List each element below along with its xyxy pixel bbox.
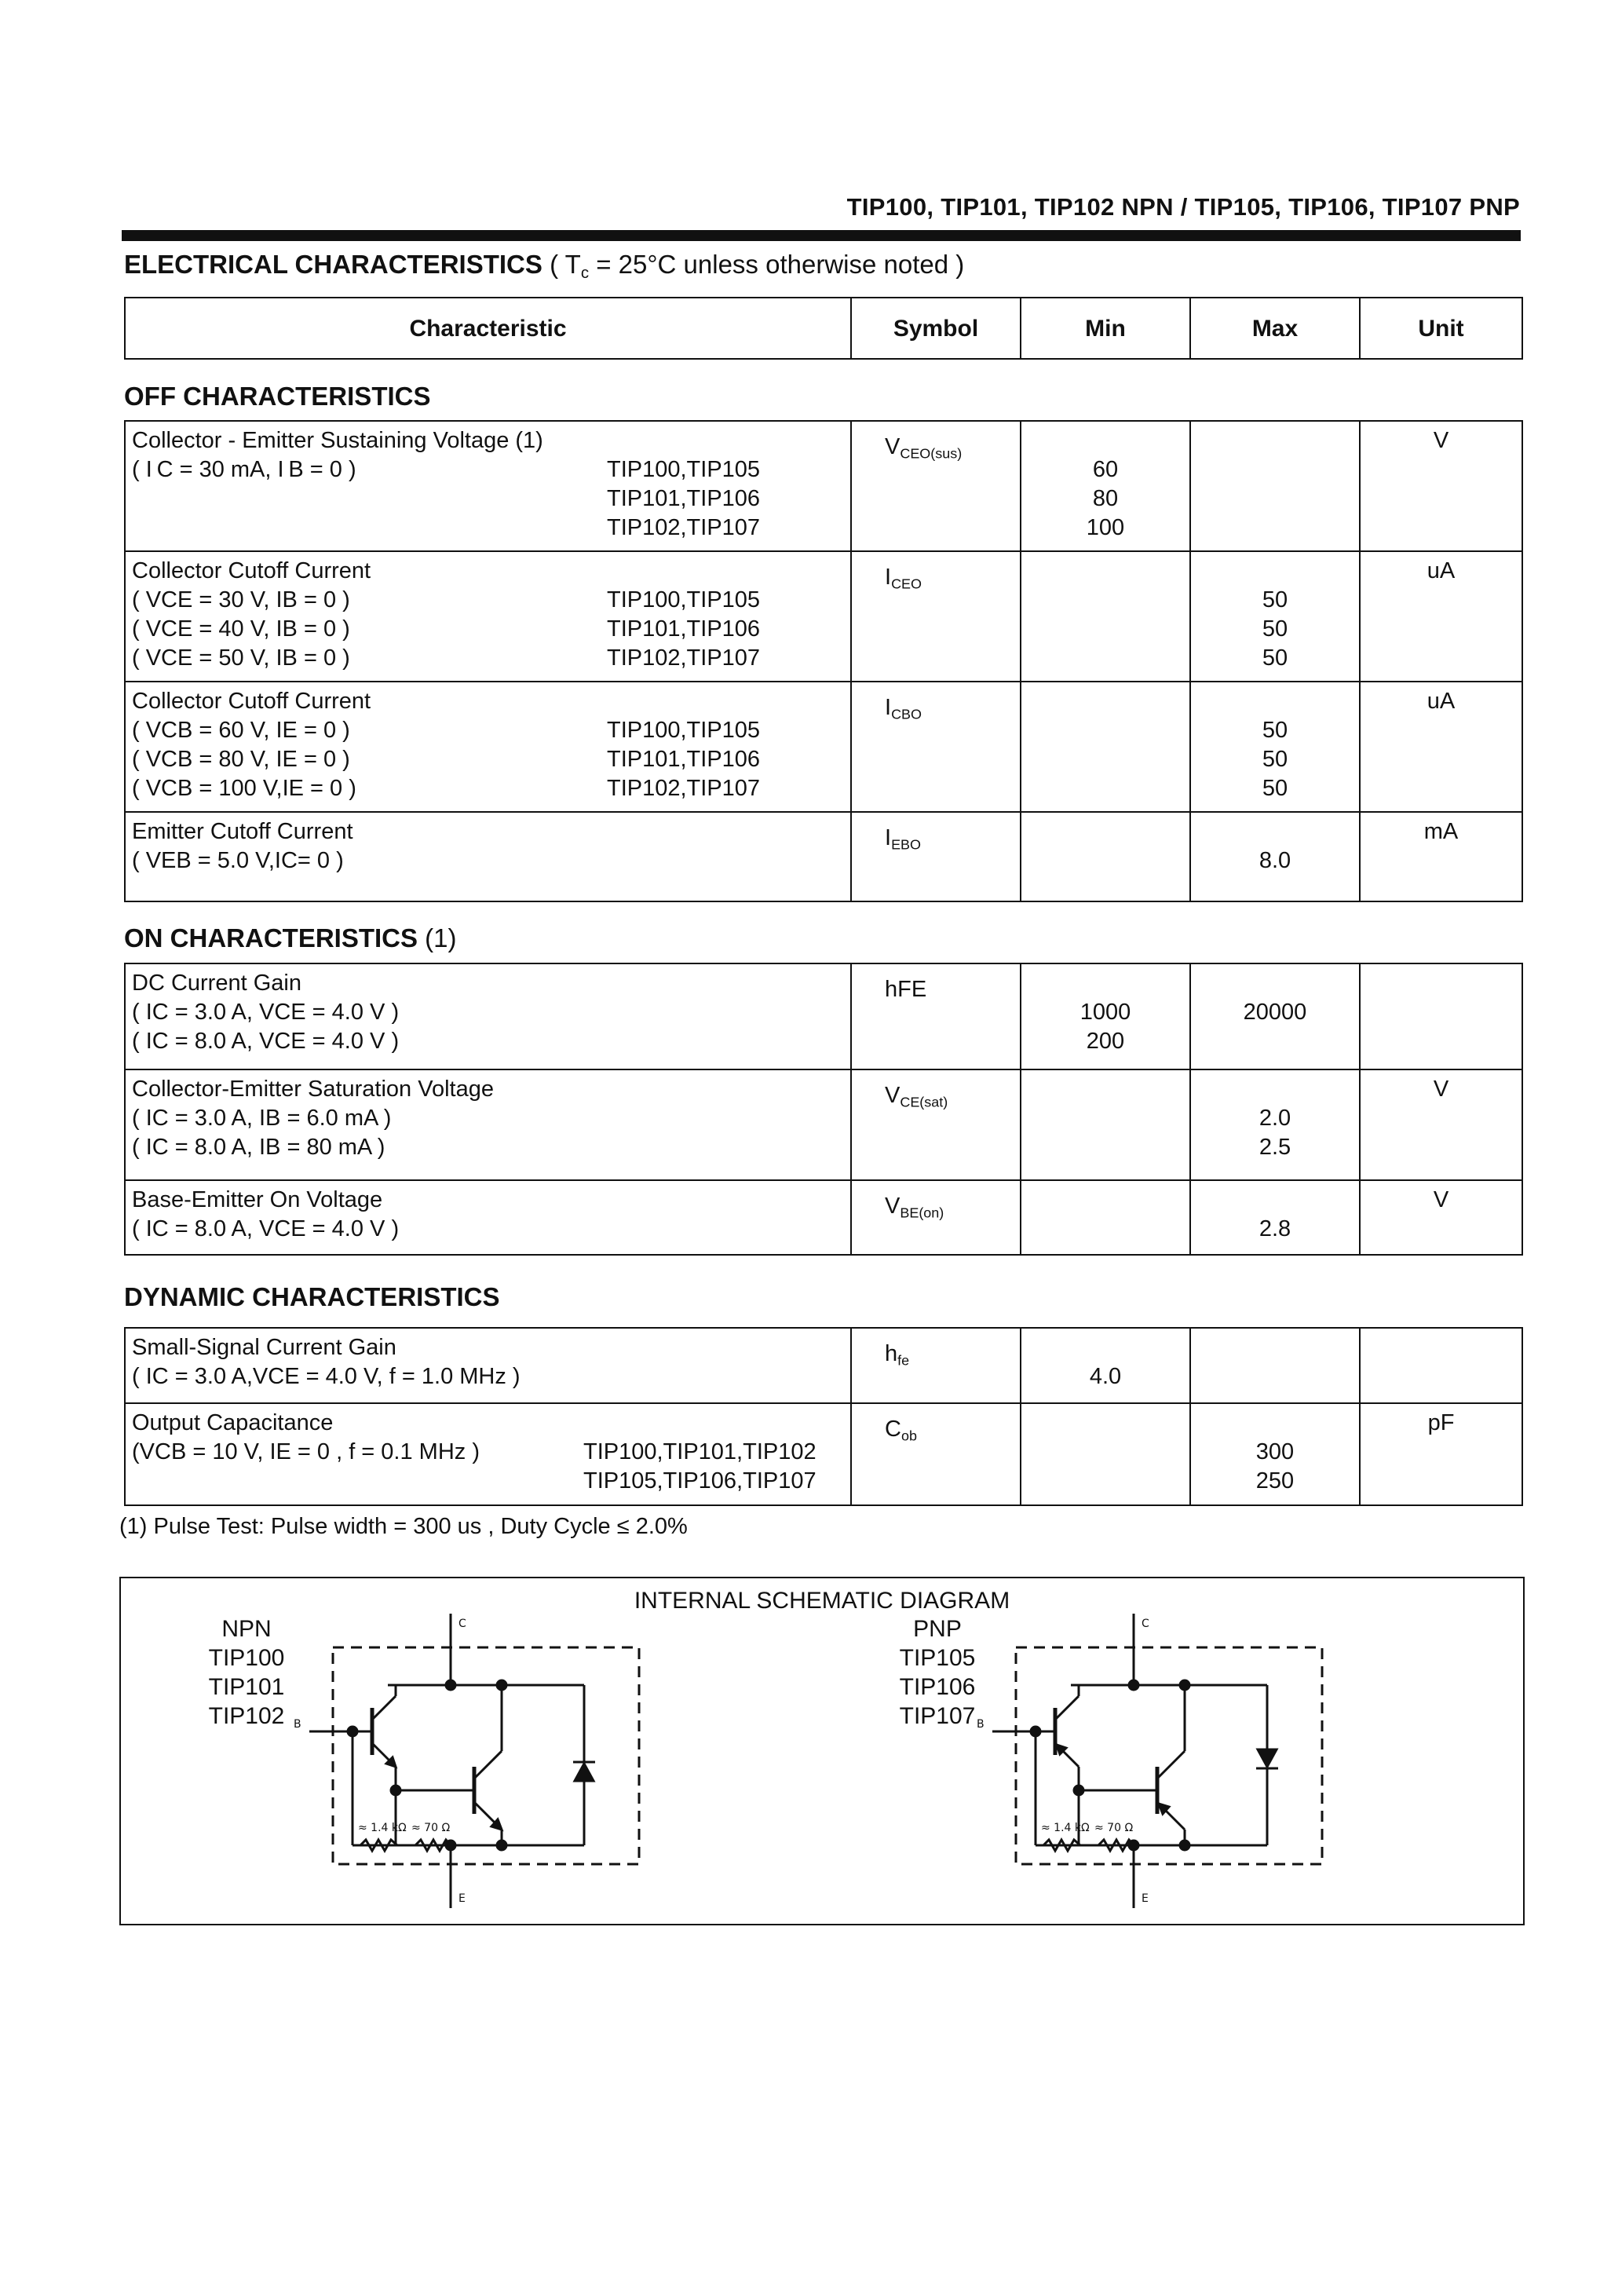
device-label: TIP100,TIP105 bbox=[607, 587, 761, 612]
iceo-cond: ( VCE = 50 V, IB = 0 ) bbox=[132, 645, 350, 671]
cob-unit: pF bbox=[1360, 1403, 1522, 1505]
hfe-name: DC Current Gain bbox=[132, 971, 301, 996]
col-symbol: Symbol bbox=[851, 298, 1021, 359]
device-label: TIP102,TIP107 bbox=[607, 776, 761, 801]
table-row bbox=[125, 1069, 1522, 1180]
iceo-cond: ( VCE = 40 V, IB = 0 ) bbox=[132, 616, 350, 642]
icbo-max: 50 bbox=[1262, 747, 1288, 772]
iceo-cond: ( VCE = 30 V, IB = 0 ) bbox=[132, 587, 350, 612]
vcesat-unit: V bbox=[1360, 1069, 1522, 1180]
icbo-cond: ( VCB = 60 V, IE = 0 ) bbox=[132, 718, 350, 743]
device-label: TIP102,TIP107 bbox=[607, 515, 761, 540]
icbo-symbol: $I_{CBO}$ bbox=[851, 682, 1021, 812]
iceo-max: 50 bbox=[1262, 616, 1288, 642]
iebo-symbol: $I_{EBO}$ bbox=[851, 812, 1021, 901]
icbo-cond: ( VCB = 80 V, IE = 0 ) bbox=[132, 747, 350, 772]
vcesat-symbol: $V_{CE(sat)}$ bbox=[851, 1069, 1021, 1180]
hfe-min: 1000 bbox=[1080, 1000, 1131, 1025]
vceo-min: 80 bbox=[1092, 486, 1119, 511]
npn-label: TIP102 bbox=[208, 1703, 285, 1729]
col-characteristic: Characteristic bbox=[125, 298, 851, 359]
iceo-max: 50 bbox=[1262, 587, 1288, 612]
hfe-small-cond: ( IC = 3.0 A,VCE = 4.0 V, f = 1.0 MHz ) bbox=[132, 1364, 521, 1389]
hfe-small-symbol: $h_{fe}$ bbox=[851, 1328, 1021, 1403]
device-label: TIP102,TIP107 bbox=[607, 645, 761, 671]
t2-collector bbox=[1157, 1751, 1185, 1779]
vcesat-cond: ( IC = 8.0 A, IB = 80 mA ) bbox=[132, 1135, 385, 1160]
icbo-name: Collector Cutoff Current bbox=[132, 689, 371, 714]
pnp-label: PNP bbox=[913, 1616, 962, 1642]
dynamic-characteristics-table bbox=[124, 1327, 1523, 1506]
vbeon-max: 2.8 bbox=[1259, 1216, 1291, 1241]
junction-dot bbox=[1180, 1680, 1189, 1690]
hfe-min: 200 bbox=[1086, 1029, 1125, 1054]
pnp-label: TIP107 bbox=[899, 1703, 976, 1729]
vcesat-cond: ( IC = 3.0 A, IB = 6.0 mA ) bbox=[132, 1106, 392, 1131]
junction-dot bbox=[446, 1680, 455, 1690]
off-characteristics-table bbox=[124, 420, 1523, 902]
vceo-min: 100 bbox=[1086, 515, 1125, 540]
pin-c-label: C bbox=[458, 1618, 466, 1630]
col-max: Max bbox=[1190, 298, 1360, 359]
schematic-title: INTERNAL SCHEMATIC DIAGRAM bbox=[634, 1588, 1010, 1614]
r2-label: ≈ 70 Ω bbox=[411, 1822, 451, 1834]
npn-label: TIP101 bbox=[208, 1674, 285, 1700]
pin-e-label: E bbox=[458, 1892, 466, 1905]
table-row bbox=[125, 421, 1522, 551]
vbeon-cond: ( IC = 8.0 A, VCE = 4.0 V ) bbox=[132, 1216, 400, 1241]
pin-e-label: E bbox=[1142, 1892, 1149, 1905]
junction-dot bbox=[348, 1727, 357, 1736]
diode-icon bbox=[575, 1764, 594, 1781]
t2-collector bbox=[474, 1751, 502, 1779]
iebo-name: Emitter Cutoff Current bbox=[132, 819, 353, 844]
hfe-small-min: 4.0 bbox=[1089, 1364, 1122, 1389]
cob-name: Output Capacitance bbox=[132, 1410, 334, 1435]
vcesat-name: Collector-Emitter Saturation Voltage bbox=[132, 1077, 494, 1102]
junction-dot bbox=[1180, 1841, 1189, 1850]
device-label: TIP100,TIP105 bbox=[607, 718, 761, 743]
table-row bbox=[125, 551, 1522, 682]
junction-dot bbox=[1129, 1841, 1138, 1850]
vbeon-name: Base-Emitter On Voltage bbox=[132, 1187, 383, 1212]
cob-symbol: $C_{ob}$ bbox=[851, 1403, 1021, 1505]
vceo-cond: ( I C = 30 mA, I B = 0 ) bbox=[132, 457, 356, 482]
r1-label: ≈ 1.4 kΩ bbox=[1041, 1822, 1090, 1834]
junction-dot bbox=[497, 1841, 506, 1850]
icbo-cond: ( VCB = 100 V,IE = 0 ) bbox=[132, 776, 356, 801]
pin-b-label: B bbox=[294, 1718, 301, 1731]
device-label: TIP101,TIP106 bbox=[607, 616, 761, 642]
pnp-schematic bbox=[969, 1610, 1330, 1916]
junction-dot bbox=[1074, 1786, 1083, 1795]
hfe-cond: ( IC = 3.0 A, VCE = 4.0 V ) bbox=[132, 1000, 400, 1025]
junction-dot bbox=[1031, 1727, 1040, 1736]
iebo-max: 8.0 bbox=[1259, 848, 1291, 873]
iebo-cond: ( VEB = 5.0 V,IC= 0 ) bbox=[132, 848, 344, 873]
vbeon-symbol: $V_{BE(on)}$ bbox=[851, 1180, 1021, 1255]
device-label: TIP101,TIP106 bbox=[607, 486, 761, 511]
table-row bbox=[125, 1328, 1522, 1403]
vceo-unit: V bbox=[1360, 421, 1522, 551]
hfe-symbol: hFE bbox=[851, 963, 1021, 1069]
electrical-characteristics-title: ELECTRICAL CHARACTERISTICS ( $T_c = 25^\circ C$ unless otherwise noted ) bbox=[124, 250, 965, 283]
vbeon-unit: V bbox=[1360, 1180, 1522, 1255]
section-on-title: ON CHARACTERISTICS (1) bbox=[124, 923, 457, 952]
section-off-title: OFF CHARACTERISTICS bbox=[124, 382, 431, 411]
table-row bbox=[125, 1403, 1522, 1505]
vcesat-max: 2.0 bbox=[1259, 1106, 1291, 1131]
cob-max: 250 bbox=[1255, 1468, 1295, 1493]
vceo-symbol: $V_{CEO(sus)}$ bbox=[851, 421, 1021, 551]
footnote: (1) Pulse Test: Pulse width = 300 us , Duty Cycle ≤ 2.0% bbox=[119, 1514, 688, 1539]
npn-schematic bbox=[286, 1610, 647, 1916]
table-row bbox=[125, 812, 1522, 901]
diode-icon bbox=[1258, 1749, 1277, 1767]
device-label: TIP100,TIP101,TIP102 bbox=[583, 1439, 816, 1464]
icbo-max: 50 bbox=[1262, 776, 1288, 801]
vceo-name: Collector - Emitter Sustaining Voltage (1) bbox=[132, 428, 543, 453]
junction-dot bbox=[1129, 1680, 1138, 1690]
col-unit: Unit bbox=[1360, 298, 1522, 359]
iceo-name: Collector Cutoff Current bbox=[132, 558, 371, 583]
junction-dot bbox=[446, 1841, 455, 1850]
t1-collector bbox=[1055, 1696, 1079, 1720]
device-label: TIP100,TIP105 bbox=[607, 457, 761, 482]
pnp-label: TIP105 bbox=[899, 1645, 976, 1671]
vceo-min: 60 bbox=[1092, 457, 1119, 482]
iceo-symbol: $I_{CEO}$ bbox=[851, 551, 1021, 682]
r2-label: ≈ 70 Ω bbox=[1094, 1822, 1134, 1834]
pin-c-label: C bbox=[1142, 1618, 1149, 1630]
iceo-unit: uA bbox=[1360, 551, 1522, 682]
header-rule bbox=[122, 230, 1521, 241]
device-label: TIP105,TIP106,TIP107 bbox=[583, 1468, 816, 1493]
t1-collector bbox=[372, 1696, 396, 1720]
pnp-label: TIP106 bbox=[899, 1674, 976, 1700]
col-min: Min bbox=[1021, 298, 1190, 359]
hfe-max: 20000 bbox=[1243, 1000, 1307, 1025]
column-header-table bbox=[124, 297, 1523, 360]
npn-label: TIP100 bbox=[208, 1645, 285, 1671]
r1-label: ≈ 1.4 kΩ bbox=[358, 1822, 407, 1834]
icbo-unit: uA bbox=[1360, 682, 1522, 812]
cob-cond: (VCB = 10 V, IE = 0 , f = 0.1 MHz ) bbox=[132, 1439, 480, 1464]
cob-max: 300 bbox=[1255, 1439, 1295, 1464]
table-row bbox=[125, 682, 1522, 812]
section-dynamic-title: DYNAMIC CHARACTERISTICS bbox=[124, 1282, 500, 1311]
vcesat-max: 2.5 bbox=[1259, 1135, 1291, 1160]
npn-label: NPN bbox=[221, 1616, 272, 1642]
header-title: TIP100, TIP101, TIP102 NPN / TIP105, TIP106, TIP107 PNP bbox=[846, 193, 1520, 221]
table-row bbox=[125, 963, 1522, 1069]
junction-dot bbox=[497, 1680, 506, 1690]
table-row bbox=[125, 1180, 1522, 1255]
icbo-max: 50 bbox=[1262, 718, 1288, 743]
iebo-unit: mA bbox=[1360, 812, 1522, 901]
iceo-max: 50 bbox=[1262, 645, 1288, 671]
device-label: TIP101,TIP106 bbox=[607, 747, 761, 772]
on-characteristics-table bbox=[124, 963, 1523, 1256]
schematic-box bbox=[119, 1577, 1525, 1925]
hfe-cond: ( IC = 8.0 A, VCE = 4.0 V ) bbox=[132, 1029, 400, 1054]
hfe-small-name: Small-Signal Current Gain bbox=[132, 1335, 396, 1360]
pin-b-label: B bbox=[977, 1718, 985, 1731]
junction-dot bbox=[391, 1786, 400, 1795]
